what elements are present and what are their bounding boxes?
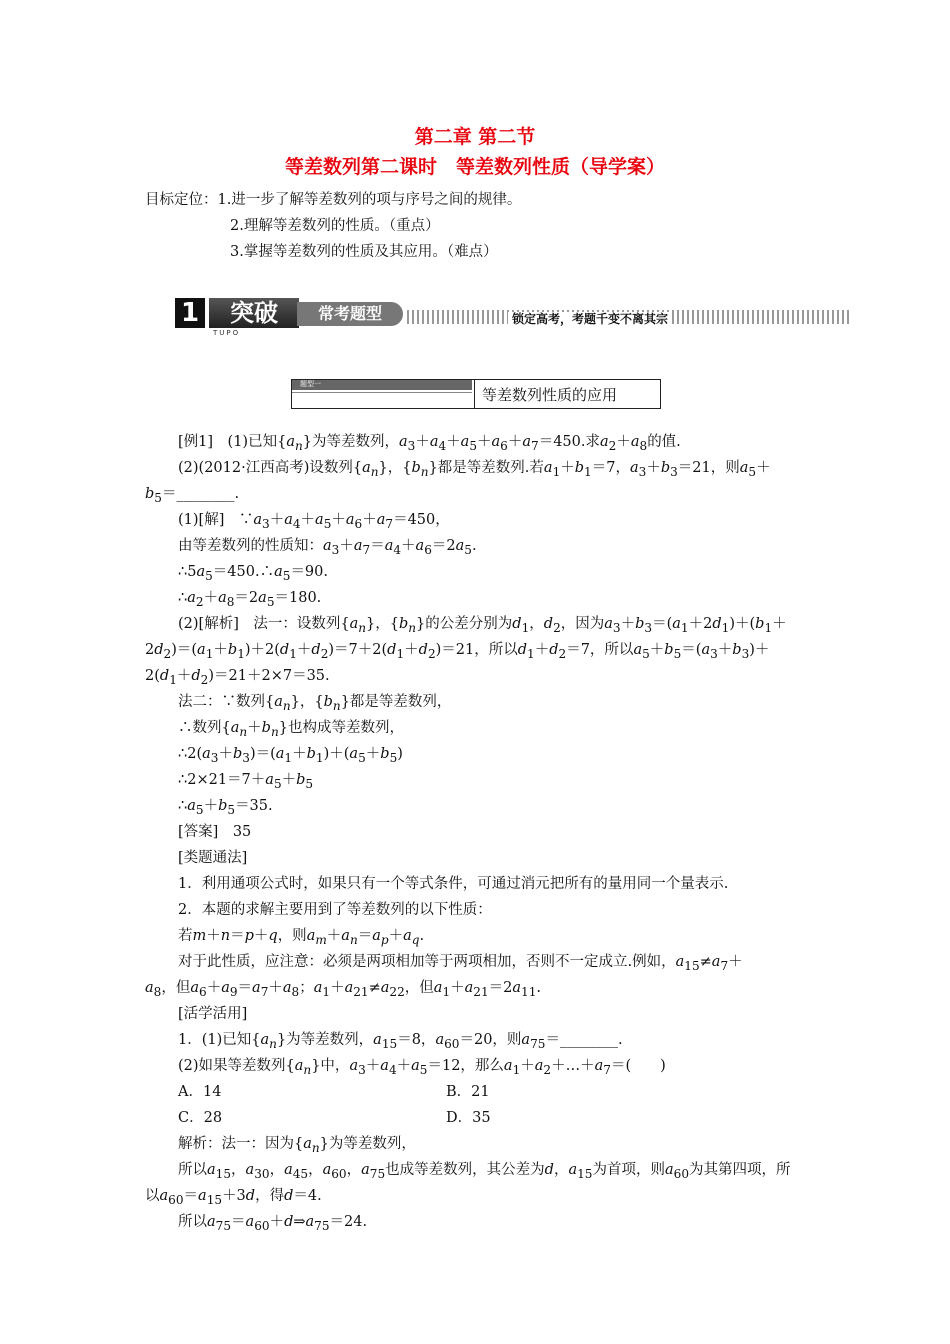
option-a: A．14	[178, 1084, 222, 1100]
solution-2-method-2: 法二：∵数列$\{a_n\}$，$\{b_n\}$都是等差数列，	[178, 694, 452, 713]
banner-slogan: 锁定高考，考题千变不离其宗	[508, 312, 672, 326]
practice-1-2: (2)如果等差数列$\{a_n\}$中，$a_3+a_4+a_5=12$，那么$a_1+a_2+\dots+a_7=$( )	[178, 1058, 666, 1077]
solution-2-line-3: $2(d_1+d_2)=21+2\times 7=35$.	[145, 668, 330, 687]
summary-item-2: 2．本题的求解主要用到了等差数列的以下性质：	[178, 902, 492, 918]
objectives-line-1	[145, 190, 521, 210]
lesson-title: 等差数列第二课时 等差数列性质（导学案）	[284, 156, 665, 178]
chapter-heading: 第二章 第二节	[414, 126, 536, 148]
option-d: D．35	[446, 1110, 491, 1126]
question-type-title: 等差数列性质的应用	[482, 386, 618, 404]
solution-2-line-8: $\therefore a_5+b_5=35$.	[178, 798, 273, 817]
solution-1-line-3: $\therefore 5a_5=450.\therefore a_5=90$.	[178, 564, 328, 583]
banner-tag: 常考题型	[297, 302, 403, 326]
solution-2-line-5: ∴数列$\{a_n+b_n\}$也构成等差数列，	[178, 720, 404, 739]
analysis-line-3: 以$a_{60}=a_{15}+3d$，得d＝4.	[145, 1188, 322, 1207]
objective-2: 2.理解等差数列的性质。（重点）	[230, 218, 440, 234]
question-type-tag-label: 题型一	[300, 380, 321, 388]
summary-note-2: $a_8$，但$a_6+a_9=a_7+a_8$；$a_1+a_{21}\ne a_{22}$，但$a_1+a_{21}=2a_{11}$.	[145, 980, 542, 999]
objective-3: 3.掌握等差数列的性质及其应用。（难点）	[230, 244, 498, 260]
question-type-box	[291, 379, 661, 409]
answer-line: [答案] 35	[178, 824, 252, 840]
question-type-divider	[474, 380, 475, 408]
question-type-tag	[292, 380, 472, 390]
section-banner	[175, 296, 851, 336]
practice-1-1: 1．(1)已知$\{a_n\}$为等差数列，$a_{15}=8$，$a_{60}=20$，则$a_{75}=\_\_\_\_\_\_\_\_$.	[178, 1032, 623, 1051]
summary-item-2-formula: 若m＋n＝p＋q，则$a_m+a_n=a_p+a_q$.	[178, 928, 425, 947]
banner-pinyin: TUPO	[213, 329, 241, 337]
option-c: C．28	[178, 1110, 223, 1126]
solution-2-line-6: $\therefore 2(a_3+b_3)=(a_1+b_1)+(a_5+b_5)$	[178, 746, 403, 765]
question-type-rule	[292, 392, 472, 393]
example-1-part-1: [例1] (1)已知$\{a_n\}$为等差数列，$a_3+a_4+a_5+a_6+a_7=450$.求$a_2+a_8$的值.	[178, 434, 681, 453]
practice-heading: [活学活用]	[178, 1006, 248, 1022]
objective-1: 1.进一步了解等差数列的项与序号之间的规律。	[217, 192, 522, 208]
banner-main-title: 突破	[209, 298, 299, 328]
option-b: B．21	[446, 1084, 490, 1100]
summary-note-1: 对于此性质，应注意：必须是两项相加等于两项相加，否则不一定成立.例如，$a_{15}\ne a_7+$	[178, 954, 743, 973]
solution-1-line-4: $\therefore a_2+a_8=2a_5=180$.	[178, 590, 322, 609]
example-1-part-2-cont: $b_5=\_\_\_\_\_\_\_\_$.	[145, 486, 240, 505]
solution-2-line-1: (2)[解析] 法一：设数列$\{a_n\}$，$\{b_n\}$的公差分别为$d_1$，$d_2$，因为$a_3+b_3=(a_1+2d_1)+(b_1+$	[178, 616, 787, 635]
solution-2-line-2: $2d_2)=(a_1+b_1)+2(d_1+d_2)=7+2(d_1+d_2)=21$，所以$d_1+d_2=7$，所以$a_5+b_5=(a_3+b_3)+$	[145, 642, 770, 661]
solution-1-line-1: (1)[解] $\because a_3+a_4+a_5+a_6+a_7=450$，	[178, 512, 450, 531]
summary-heading: [类题通法]	[178, 850, 248, 866]
solution-2-line-7: $\therefore 2\times 21=7+a_5+b_5$	[178, 772, 314, 791]
objectives-label: 目标定位：	[145, 192, 218, 208]
summary-item-1: 1．利用通项公式时，如果只有一个等式条件，可通过消元把所有的量用同一个量表示.	[178, 876, 729, 892]
analysis-line-1: 解析：法一：因为$\{a_n\}$为等差数列，	[178, 1136, 416, 1155]
analysis-line-4: 所以$a_{75}=a_{60}+d\Rightarrow a_{75}=24$.	[178, 1214, 368, 1233]
analysis-line-2: 所以$a_{15}$，$a_{30}$，$a_{45}$，$a_{60}$，$a_{75}$也成等差数列，其公差为d，$a_{15}$为首项，则$a_{60}$为其第四项，所	[178, 1162, 791, 1181]
solution-1-line-2: 由等差数列的性质知：$a_3+a_7=a_4+a_6=2a_5$.	[178, 538, 477, 557]
example-1-part-2: (2)(2012·江西高考)设数列$\{a_n\}$，$\{b_n\}$都是等差数列.若$a_1+b_1=7$，$a_3+b_3=21$，则$a_5+$	[178, 460, 771, 479]
banner-number: 1	[175, 298, 205, 328]
